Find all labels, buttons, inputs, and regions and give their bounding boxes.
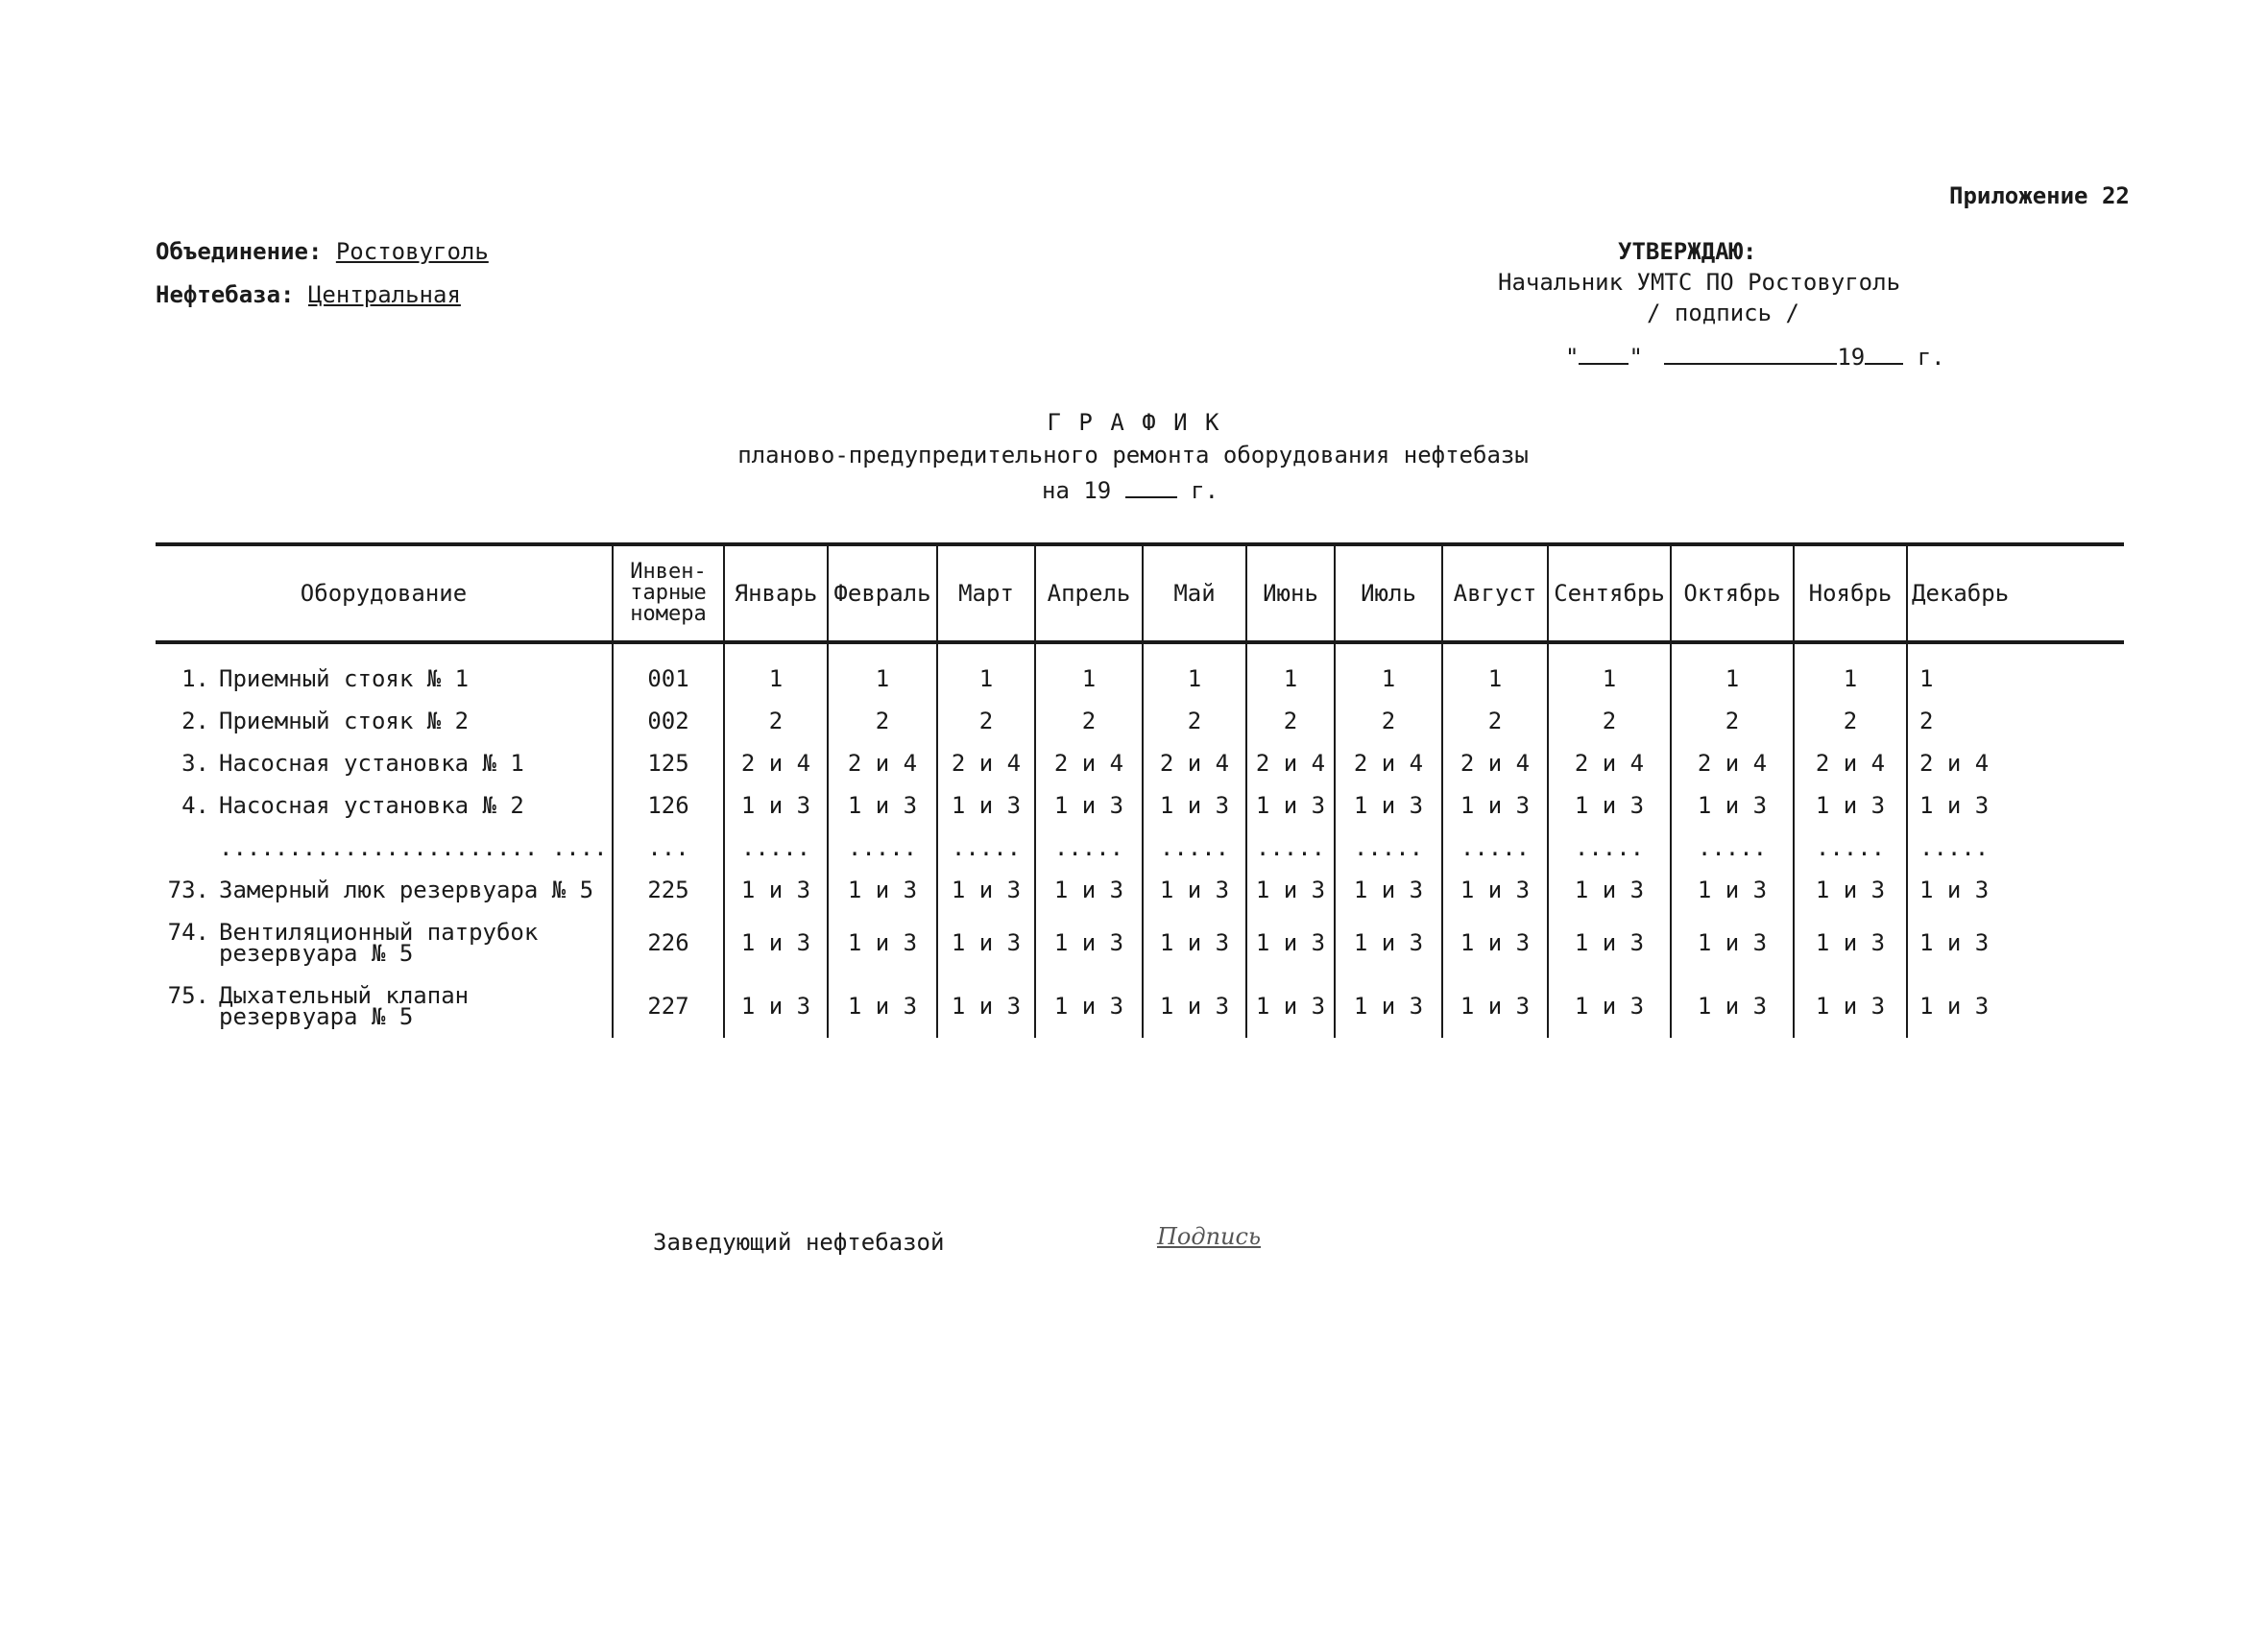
col-month: Июль	[1335, 544, 1442, 642]
schedule-cell: 2	[937, 700, 1035, 742]
schedule-cell: 2	[1035, 700, 1143, 742]
schedule-cell: 1 и 3	[1143, 911, 1246, 974]
schedule-cell: .....	[1548, 827, 1671, 869]
schedule-cell: 1 и 3	[1335, 784, 1442, 827]
association-value: Ростовуголь	[335, 238, 489, 265]
schedule-cell: 1 и 3	[828, 869, 937, 911]
schedule-cell: 2	[1335, 700, 1442, 742]
schedule-cell: 1 и 3	[1246, 911, 1335, 974]
schedule-cell: 2	[1907, 700, 2124, 742]
schedule-cell: 1 и 3	[1548, 911, 1671, 974]
schedule-cell: 1	[1794, 642, 1907, 700]
schedule-year-line	[1042, 475, 1218, 504]
date-year-suffix: г.	[1917, 344, 1945, 371]
schedule-cell: 1 и 3	[828, 784, 937, 827]
schedule-cell: 1 и 3	[1035, 869, 1143, 911]
schedule-cell: 1 и 3	[1671, 784, 1794, 827]
schedule-cell: 1 и 3	[724, 911, 828, 974]
schedule-cell: .....	[1907, 827, 2124, 869]
year-blank	[1125, 475, 1177, 498]
schedule-cell: 2	[1671, 700, 1794, 742]
schedule-cell: 2 и 4	[1143, 742, 1246, 784]
table-row	[156, 742, 2124, 784]
schedule-cell: 1 и 3	[1907, 784, 2124, 827]
approval-signature: / подпись /	[1647, 300, 1799, 326]
col-month: Февраль	[828, 544, 937, 642]
schedule-cell: 1 и 3	[1335, 974, 1442, 1038]
inventory-number: 125	[613, 742, 724, 784]
schedule-cell: 2 и 4	[1442, 742, 1548, 784]
inventory-number: 226	[613, 911, 724, 974]
inventory-number: 002	[613, 700, 724, 742]
schedule-cell: 1 и 3	[1907, 911, 2124, 974]
date-year-blank	[1865, 342, 1903, 365]
schedule-cell: 1 и 3	[937, 869, 1035, 911]
schedule-cell: 1 и 3	[937, 911, 1035, 974]
row-number: 75.	[167, 982, 209, 1009]
schedule-cell: 2 и 4	[1035, 742, 1143, 784]
schedule-cell: .....	[1335, 827, 1442, 869]
schedule-cell: 1 и 3	[937, 784, 1035, 827]
schedule-cell: 1 и 3	[1794, 911, 1907, 974]
equipment-name: Вентиляционный патрубок резервуара № 5	[219, 919, 539, 967]
col-inventory: Инвен- тарные номера	[613, 544, 724, 642]
association-label: Объединение:	[156, 238, 323, 265]
row-number: 2.	[181, 708, 209, 734]
schedule-cell: 2	[1442, 700, 1548, 742]
schedule-cell: .....	[1246, 827, 1335, 869]
schedule-cell: 1 и 3	[1035, 911, 1143, 974]
schedule-cell: 1 и 3	[724, 784, 828, 827]
depot-value: Центральная	[307, 281, 461, 308]
col-equipment: Оборудование	[156, 544, 613, 642]
equipment-cell	[156, 742, 613, 784]
schedule-cell: 1 и 3	[1794, 784, 1907, 827]
schedule-cell: 1 и 3	[724, 869, 828, 911]
schedule-cell: .....	[1035, 827, 1143, 869]
schedule-cell: 2	[1794, 700, 1907, 742]
row-number: 3.	[181, 750, 209, 777]
schedule-cell: 2 и 4	[1246, 742, 1335, 784]
row-number: 74.	[167, 919, 209, 946]
equipment-name: ....................... ....	[219, 834, 608, 861]
schedule-cell: .....	[724, 827, 828, 869]
col-month: Апрель	[1035, 544, 1143, 642]
schedule-cell: 2 и 4	[724, 742, 828, 784]
schedule-cell: 2 и 4	[1335, 742, 1442, 784]
equipment-name: Приемный стояк № 2	[219, 708, 470, 734]
schedule-cell: 1 и 3	[1246, 869, 1335, 911]
schedule-cell: 1 и 3	[1671, 869, 1794, 911]
schedule-cell: 1	[1335, 642, 1442, 700]
schedule-cell: 1 и 3	[1442, 784, 1548, 827]
schedule-cell: 2 и 4	[1671, 742, 1794, 784]
col-month: Декабрь	[1907, 544, 2124, 642]
schedule-cell: 1 и 3	[1794, 974, 1907, 1038]
schedule-cell: 2	[724, 700, 828, 742]
schedule-cell: 1 и 3	[828, 974, 937, 1038]
schedule-cell: 1 и 3	[1671, 974, 1794, 1038]
equipment-name: Насосная установка № 1	[219, 750, 524, 777]
equipment-cell	[156, 784, 613, 827]
schedule-cell: 2	[828, 700, 937, 742]
schedule-cell: 2 и 4	[1794, 742, 1907, 784]
schedule-cell: .....	[1442, 827, 1548, 869]
approval-date	[1565, 342, 1945, 371]
schedule-cell: .....	[1143, 827, 1246, 869]
schedule-cell: 1 и 3	[1035, 784, 1143, 827]
schedule-table	[156, 542, 2124, 1038]
col-month: Март	[937, 544, 1035, 642]
schedule-cell: 1 и 3	[1671, 911, 1794, 974]
col-month: Май	[1143, 544, 1246, 642]
schedule-cell: 2	[1246, 700, 1335, 742]
schedule-heading: Г Р А Ф И К	[1047, 409, 1221, 436]
row-number: 1.	[181, 665, 209, 692]
schedule-cell: 1 и 3	[1246, 784, 1335, 827]
schedule-cell: 1	[1907, 642, 2124, 700]
schedule-cell: 2 и 4	[937, 742, 1035, 784]
inventory-number: 225	[613, 869, 724, 911]
col-month: Январь	[724, 544, 828, 642]
schedule-cell: 2	[1143, 700, 1246, 742]
equipment-cell	[156, 642, 613, 700]
inventory-number: 126	[613, 784, 724, 827]
schedule-cell: 1 и 3	[1035, 974, 1143, 1038]
equipment-name: Дыхательный клапан резервуара № 5	[219, 982, 470, 1030]
schedule-cell: 2 и 4	[1548, 742, 1671, 784]
equipment-name: Насосная установка № 2	[219, 792, 524, 819]
equipment-name: Приемный стояк № 1	[219, 665, 470, 692]
table-row	[156, 642, 2124, 700]
schedule-cell: 1 и 3	[1907, 869, 2124, 911]
row-number: 4.	[181, 792, 209, 819]
schedule-cell: 1 и 3	[937, 974, 1035, 1038]
schedule-cell: 1	[828, 642, 937, 700]
schedule-cell: .....	[1794, 827, 1907, 869]
schedule-cell: 1 и 3	[1548, 784, 1671, 827]
year-prefix: на 19	[1042, 477, 1112, 504]
schedule-cell: 1 и 3	[1548, 974, 1671, 1038]
schedule-cell: 1 и 3	[1442, 911, 1548, 974]
schedule-cell: 1	[1143, 642, 1246, 700]
date-year-prefix: 19	[1837, 344, 1866, 371]
schedule-cell: 1 и 3	[1335, 869, 1442, 911]
schedule-cell: 2 и 4	[828, 742, 937, 784]
schedule-cell: 1	[724, 642, 828, 700]
equipment-cell	[156, 827, 613, 869]
schedule-cell: 1 и 3	[1246, 974, 1335, 1038]
table-row	[156, 869, 2124, 911]
date-day-blank	[1579, 342, 1629, 365]
schedule-cell: 1 и 3	[1143, 974, 1246, 1038]
col-month: Октябрь	[1671, 544, 1794, 642]
association-line	[156, 238, 489, 265]
year-suffix: г.	[1191, 477, 1219, 504]
schedule-cell: 1 и 3	[1143, 784, 1246, 827]
appendix-label: Приложение 22	[1949, 182, 2130, 209]
equipment-cell	[156, 700, 613, 742]
schedule-cell: 1 и 3	[1143, 869, 1246, 911]
schedule-cell: 1	[937, 642, 1035, 700]
col-month: Июнь	[1246, 544, 1335, 642]
inventory-number: ...	[613, 827, 724, 869]
col-month: Сентябрь	[1548, 544, 1671, 642]
approval-position: Начальник УМТС ПО Ростовуголь	[1498, 269, 1901, 296]
table-row	[156, 911, 2124, 974]
schedule-cell: 1	[1671, 642, 1794, 700]
head-signature: Подпись	[1157, 1223, 1262, 1250]
table-row	[156, 784, 2124, 827]
schedule-cell: 1 и 3	[1907, 974, 2124, 1038]
table-row	[156, 700, 2124, 742]
schedule-cell: 1 и 3	[1794, 869, 1907, 911]
row-number: 73.	[167, 877, 209, 903]
schedule-cell: 2 и 4	[1907, 742, 2124, 784]
depot-label: Нефтебаза:	[156, 281, 295, 308]
table-header-row	[156, 544, 2124, 642]
schedule-cell: 1	[1035, 642, 1143, 700]
depot-line	[156, 281, 461, 308]
table-row	[156, 974, 2124, 1038]
schedule-cell: 1 и 3	[1442, 869, 1548, 911]
equipment-cell	[156, 869, 613, 911]
schedule-cell: 1 и 3	[724, 974, 828, 1038]
equipment-name: Замерный люк резервуара № 5	[219, 877, 594, 903]
schedule-cell: 1 и 3	[1548, 869, 1671, 911]
equipment-cell	[156, 911, 613, 974]
date-month-blank	[1664, 342, 1837, 365]
schedule-cell: 1 и 3	[828, 911, 937, 974]
schedule-cell: 2	[1548, 700, 1671, 742]
depot-head-label: Заведующий нефтебазой	[653, 1229, 945, 1256]
schedule-cell: 1	[1442, 642, 1548, 700]
equipment-cell	[156, 974, 613, 1038]
schedule-cell: .....	[937, 827, 1035, 869]
approval-title: УТВЕРЖДАЮ:	[1618, 238, 1757, 265]
inventory-number: 001	[613, 642, 724, 700]
schedule-cell: .....	[828, 827, 937, 869]
schedule-subtitle: планово-предупредительного ремонта оборудования нефтебазы	[737, 442, 1529, 469]
date-quote-open: "	[1565, 344, 1580, 371]
date-quote-close: "	[1629, 344, 1643, 371]
table-row	[156, 827, 2124, 869]
schedule-cell: 1	[1246, 642, 1335, 700]
inventory-number: 227	[613, 974, 724, 1038]
col-month: Август	[1442, 544, 1548, 642]
col-month: Ноябрь	[1794, 544, 1907, 642]
schedule-cell: .....	[1671, 827, 1794, 869]
schedule-cell: 1 и 3	[1335, 911, 1442, 974]
schedule-cell: 1	[1548, 642, 1671, 700]
schedule-cell: 1 и 3	[1442, 974, 1548, 1038]
